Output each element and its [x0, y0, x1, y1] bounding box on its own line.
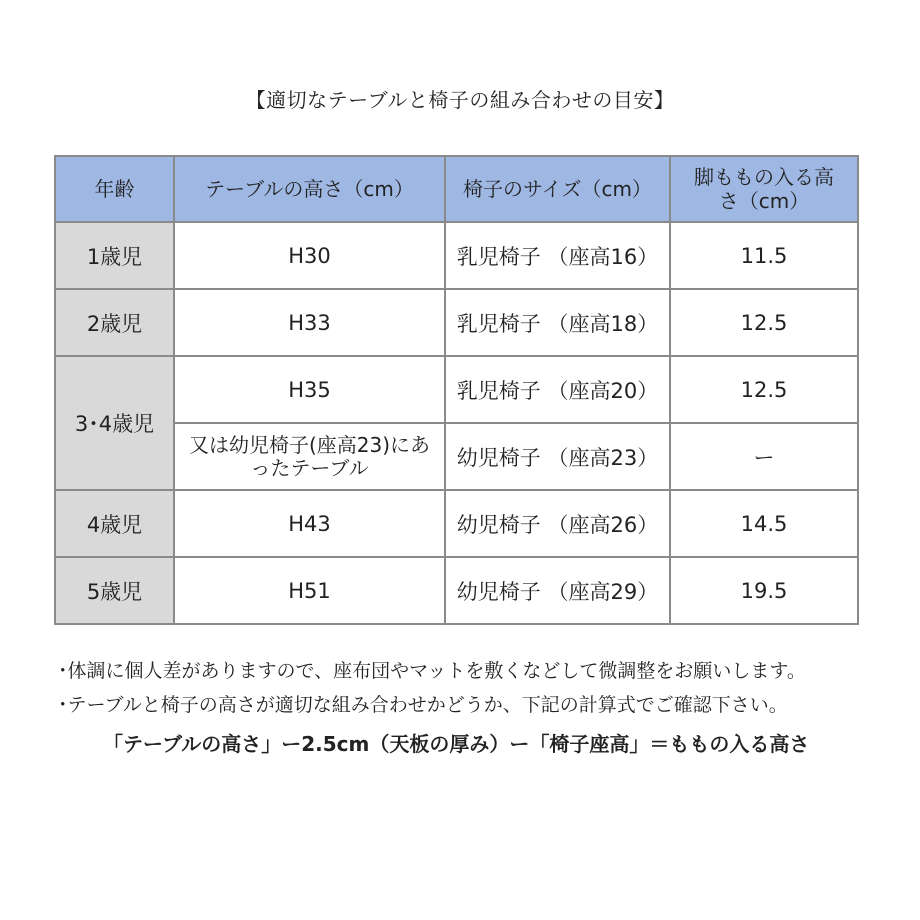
table-row	[55, 356, 858, 423]
note-line: ･体調に個人差がありますので、座布団やマットを敷くなどして微調整をお願いします。	[58, 660, 806, 682]
notes	[58, 654, 908, 722]
header-table-height: テーブルの高さ（cm）	[174, 156, 445, 222]
table-height-cell: H51	[174, 557, 445, 624]
leg-height-cell: ー	[670, 423, 858, 490]
leg-height-cell: 12.5	[670, 289, 858, 356]
combination-table	[54, 155, 859, 625]
table-height-cell: H35	[174, 356, 445, 423]
page-title: 【適切なテーブルと椅子の組み合わせの目安】	[245, 88, 675, 112]
header-leg-height: 脚ももの入る高さ（cm）	[670, 156, 858, 222]
table-height-cell: H30	[174, 222, 445, 289]
table-row	[55, 222, 858, 289]
chair-size-cell: 幼児椅子 （座高23）	[445, 423, 670, 490]
table-row	[55, 490, 858, 557]
table-header-row	[55, 156, 858, 222]
age-cell: 1歳児	[55, 222, 174, 289]
age-cell: 2歳児	[55, 289, 174, 356]
chair-size-cell: 乳児椅子 （座高18）	[445, 289, 670, 356]
table-height-cell: 又は幼児椅子(座高23)にあったテーブル	[174, 423, 445, 490]
chair-size-cell: 乳児椅子 （座高20）	[445, 356, 670, 423]
leg-height-cell: 14.5	[670, 490, 858, 557]
age-cell: 4歳児	[55, 490, 174, 557]
header-chair-size: 椅子のサイズ（cm）	[445, 156, 670, 222]
leg-height-cell: 11.5	[670, 222, 858, 289]
table-height-cell: H43	[174, 490, 445, 557]
leg-height-cell: 12.5	[670, 356, 858, 423]
note-line: ･テーブルと椅子の高さが適切な組み合わせかどうか、下記の計算式でご確認下さい。	[58, 694, 788, 716]
table-row	[55, 557, 858, 624]
formula: 「テーブルの高さ」ー2.5cm（天板の厚み）ー「椅子座高」＝ももの入る高さ	[103, 732, 810, 756]
age-cell: 3･4歳児	[55, 356, 174, 490]
age-cell: 5歳児	[55, 557, 174, 624]
chair-size-cell: 乳児椅子 （座高16）	[445, 222, 670, 289]
table-row	[55, 289, 858, 356]
chair-size-cell: 幼児椅子 （座高26）	[445, 490, 670, 557]
header-age: 年齢	[55, 156, 174, 222]
table-height-cell: H33	[174, 289, 445, 356]
chair-size-cell: 幼児椅子 （座高29）	[445, 557, 670, 624]
leg-height-cell: 19.5	[670, 557, 858, 624]
table-row	[55, 423, 858, 490]
